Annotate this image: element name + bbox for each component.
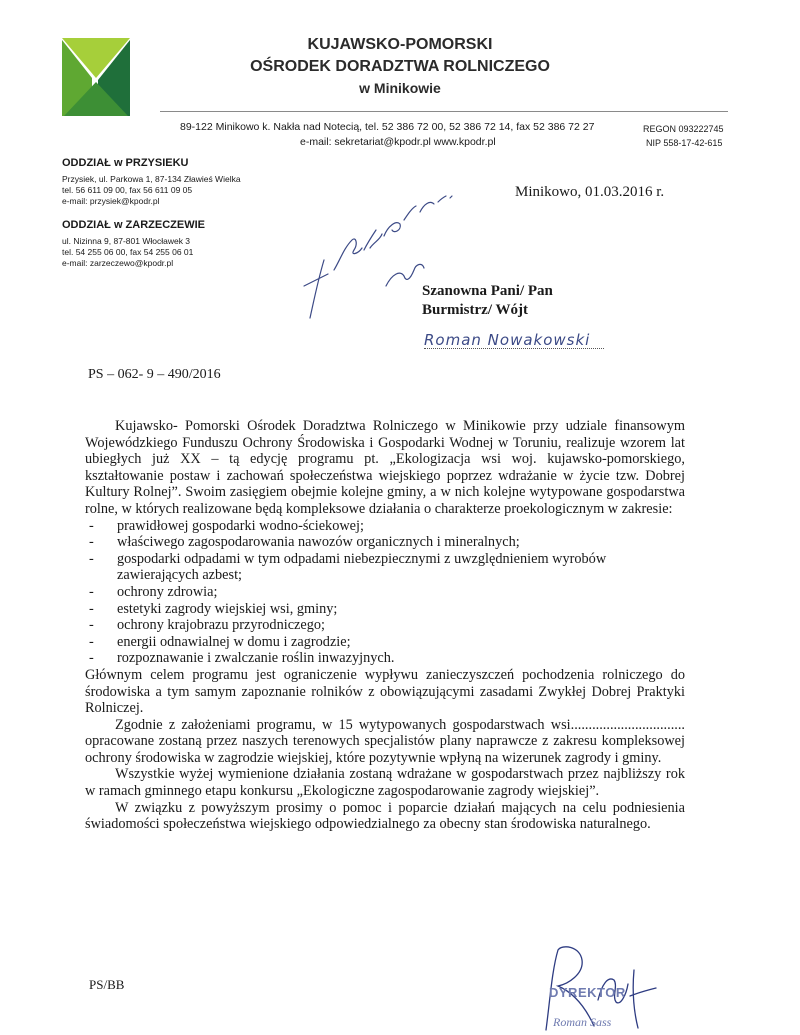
scope-list bbox=[85, 518, 685, 667]
letter-paragraph-2: Głównym celem programu jest ograniczenie wypływu zanieczyszczeń pochodzenia rolniczego do środowiska a tym samym zapoznanie rolników z obowiązującymi zasadami Zwykłej Dobrej Praktyki Rolniczej. bbox=[85, 666, 685, 717]
scope-item: - rozpoznawanie i zwalczanie roślin inwazyjnych. bbox=[85, 650, 685, 667]
scope-item: - gospodarki odpadami w tym odpadami niebezpiecznymi z uwzględnieniem wyrobów zawierających azbest; bbox=[85, 551, 685, 584]
recipient-line2: Burmistrz/ Wójt bbox=[422, 302, 528, 318]
branch-zarzeczewo-address: ul. Nizinna 9, 87-801 Włocławek 3 bbox=[62, 236, 191, 246]
recipient-dotted-line bbox=[424, 348, 604, 349]
contact-line: e-mail: sekretariat@kpodr.pl www.kpodr.pl bbox=[300, 136, 496, 148]
reference-number: PS – 062- 9 – 490/2016 bbox=[88, 367, 221, 382]
regon-number: REGON 093222745 bbox=[643, 124, 724, 134]
branch-zarzeczewo-title: ODDZIAŁ w ZARZECZEWIE bbox=[62, 219, 205, 231]
branch-zarzeczewo-phone: tel. 54 255 06 00, fax 54 255 06 01 bbox=[62, 247, 194, 257]
letter-body bbox=[85, 418, 685, 833]
scope-item: - ochrony krajobrazu przyrodniczego; bbox=[85, 617, 685, 634]
recipient-name: Roman Nowakowski bbox=[424, 331, 591, 349]
header-divider bbox=[160, 111, 728, 112]
nip-number: NIP 558-17-42-615 bbox=[646, 138, 723, 148]
branch-przysiek-address: Przysiek, ul. Parkowa 1, 87-134 Zławieś Wielka bbox=[62, 174, 241, 184]
stamp-name: Roman Sass bbox=[553, 1015, 612, 1029]
org-name-line2: OŚRODEK DORADZTWA ROLNICZEGO bbox=[250, 58, 550, 75]
letter-paragraph-3: Zgodnie z założeniami programu, w 15 wytypowanych gospodarstwach wsi................................ opracowane zostaną przez naszych terenowych specjalistów plany naprawcze z zakresu kompleksowej ochrony środowiska w zagrodzie wiejskiej, które pozytywnie wpłyną na wizerunek zagrody i gminy. bbox=[85, 716, 685, 766]
letter-paragraph-1: Kujawsko- Pomorski Ośrodek Doradztwa Rolniczego w Minikowie przy udziale finansowym Wojewódzkiego Funduszu Ochrony Środowiska i Gospodarki Wodnej w Toruniu, realizuje wzorem lat ubiegłych już XX – tą edycję programu pt. „Ekologizacja wsi woj. kujawsko-pomorskiego, kształtowanie postaw i zachowań społeczeństwa wiejskiego poprzez wdrażanie w życie tzw. Dobrej Kultury Rolnej”. Swoim zasięgiem obejmie kolejne gminy, a w nich kolejne wytypowane gospodarstwa rolne, w których realizowane będą kompleksowe działania o charakterze proekologicznym w zakresie: bbox=[85, 418, 685, 517]
letter-date: Minikowo, 01.03.2016 r. bbox=[515, 184, 665, 200]
branch-przysiek-phone: tel. 56 611 09 00, fax 56 611 09 05 bbox=[62, 185, 193, 195]
org-name-line3: w Minikowie bbox=[359, 80, 441, 96]
kpodr-logo bbox=[62, 38, 130, 116]
scope-item: - estetyki zagrody wiejskiej wsi, gminy; bbox=[85, 601, 685, 618]
letter-paragraph-4: Wszystkie wyżej wymienione działania zostaną wdrażane w gospodarstwach przez najbliższy rok w ramach gminnego etapu konkursu „Ekologiczne zagospodarowanie zagrody wiejskiej”. bbox=[85, 766, 685, 800]
main-address: 89-122 Minikowo k. Nakła nad Notecią, tel. 52 386 72 00, 52 386 72 14, fax 52 386 72 27 bbox=[180, 121, 595, 133]
branch-przysiek-title: ODDZIAŁ w PRZYSIEKU bbox=[62, 157, 189, 169]
recipient-name-handwritten bbox=[424, 331, 604, 353]
scope-item: - prawidłowej gospodarki wodno-ściekowej; bbox=[85, 518, 685, 535]
scope-item: - ochrony zdrowia; bbox=[85, 584, 685, 601]
letter-paragraph-5: W związku z powyższym prosimy o pomoc i poparcie działań mających na celu podniesienia świadomości społeczeństwa wiejskiego odpowiedzialnego za obecny stan środowiska naturalnego. bbox=[85, 799, 685, 833]
scope-item: - właściwego zagospodarowania nawozów organicznych i mineralnych; bbox=[85, 534, 685, 551]
recipient-line1: Szanowna Pani/ Pan bbox=[422, 283, 553, 299]
author-initials: PS/BB bbox=[89, 977, 125, 992]
stamp-title: DYREKTOR bbox=[549, 985, 626, 1000]
branch-przysiek-email: e-mail: przysiek@kpodr.pl bbox=[62, 196, 160, 206]
branch-zarzeczewo-email: e-mail: zarzeczewo@kpodr.pl bbox=[62, 258, 174, 268]
org-name-line1: KUJAWSKO-POMORSKI bbox=[307, 36, 493, 53]
scope-item: - energii odnawialnej w domu i zagrodzie; bbox=[85, 634, 685, 651]
